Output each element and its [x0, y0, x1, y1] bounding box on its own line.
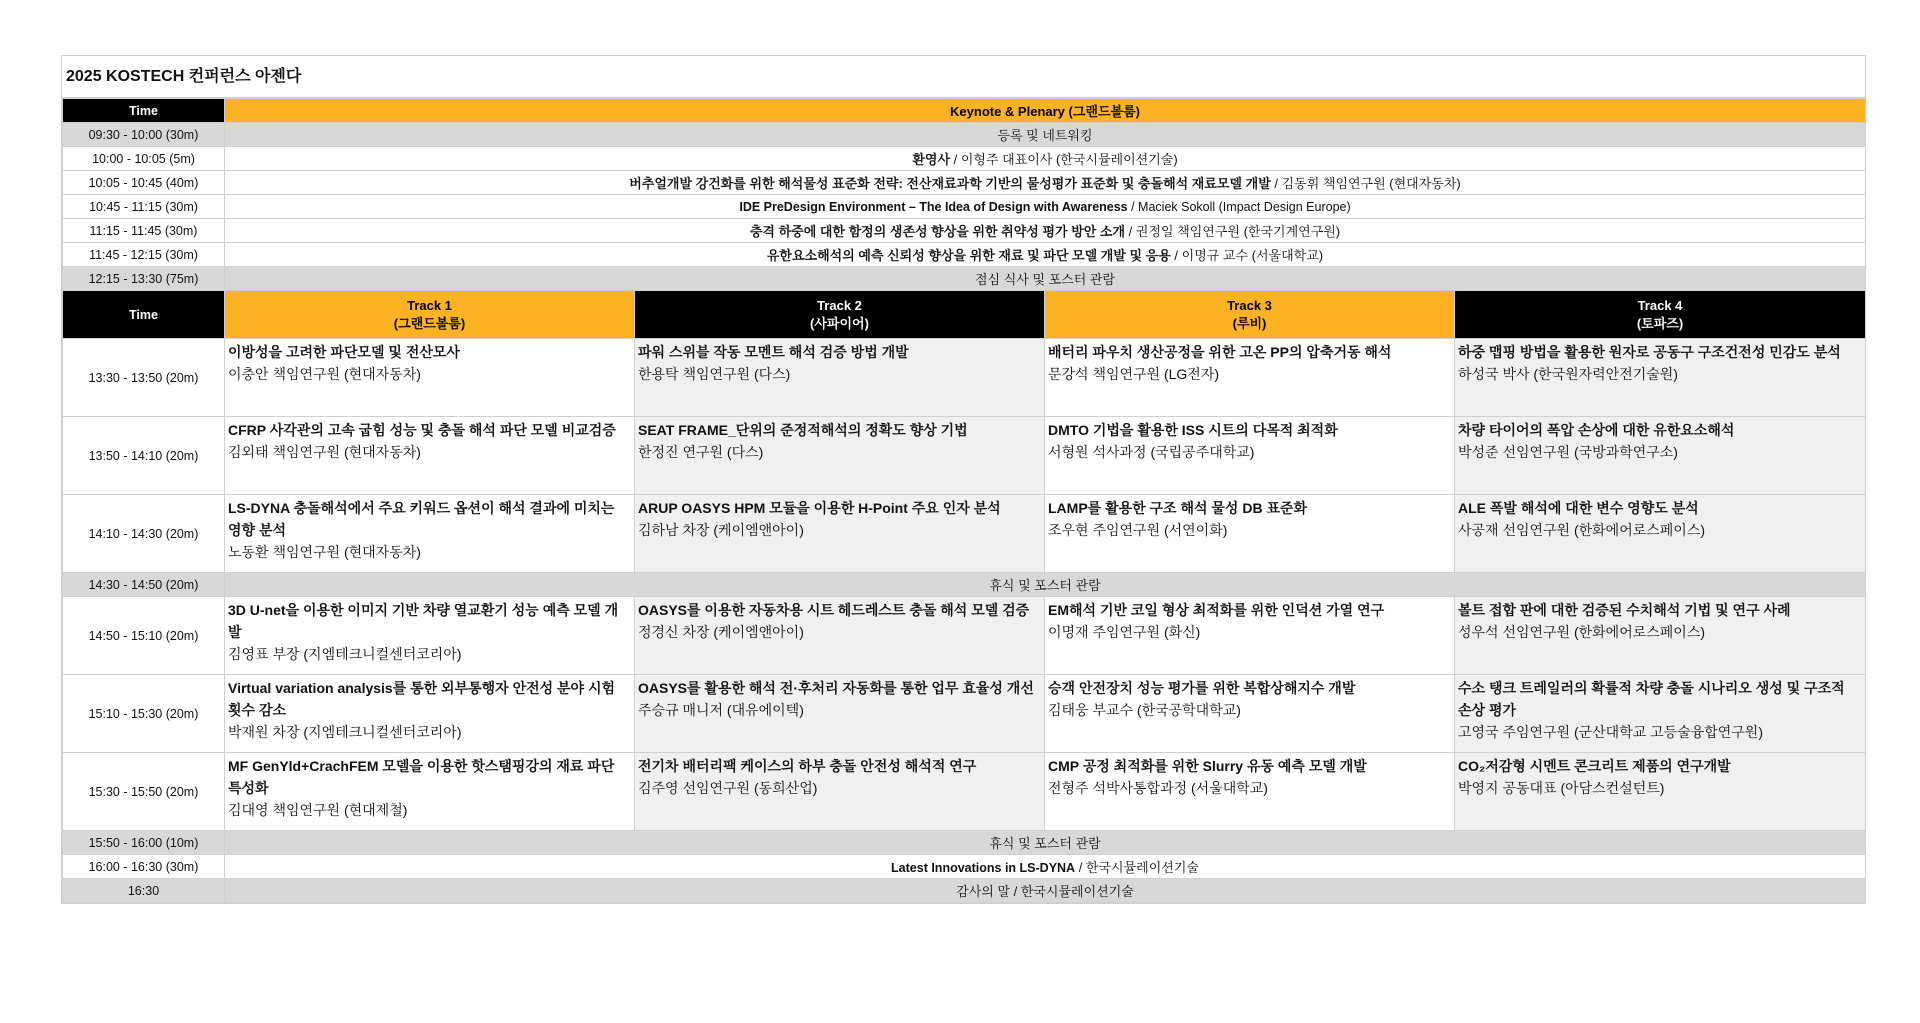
session-title: CO₂저감형 시멘트 콘크리트 제품의 연구개발: [1458, 758, 1731, 774]
time-cell: 16:30: [63, 879, 225, 903]
session-speaker: 한정진 연구원 (다스): [638, 444, 764, 460]
track-name: Track 4: [1637, 297, 1683, 313]
agenda-row: [63, 855, 1866, 879]
agenda-row: [63, 831, 1866, 855]
session-title: Virtual variation analysis를 통한 외부통행자 안전성 분야 시험 횟수 감소: [228, 680, 616, 718]
session-cell: [635, 339, 1045, 417]
session-cell: [1455, 339, 1866, 417]
time-cell: 10:05 - 10:45 (40m): [63, 171, 225, 195]
time-cell: 16:00 - 16:30 (30m): [63, 855, 225, 879]
session-speaker: 서형원 석사과정 (국립공주대학교): [1048, 444, 1255, 460]
time-cell: 11:45 - 12:15 (30m): [63, 243, 225, 267]
session-cell: [225, 219, 1866, 243]
agenda-row: [63, 195, 1866, 219]
session-cell: [225, 195, 1866, 219]
session-speaker: 주승규 매니저 (대유에이텍): [638, 702, 804, 718]
session-cell: [1455, 417, 1866, 495]
session-cell: [225, 495, 635, 573]
session-speaker: 문강석 책임연구원 (LG전자): [1048, 366, 1220, 382]
plenary-header: Keynote & Plenary (그랜드볼룸): [225, 99, 1866, 123]
time-cell: 10:45 - 11:15 (30m): [63, 195, 225, 219]
agenda-table: [62, 98, 1866, 903]
session-cell: [1455, 597, 1866, 675]
time-cell: 15:10 - 15:30 (20m): [63, 675, 225, 753]
session-title: 수소 탱크 트레일러의 확률적 차량 충돌 시나리오 생성 및 구조적 손상 평가: [1458, 680, 1845, 718]
session-title: 환영사: [912, 152, 951, 167]
session-cell: [635, 753, 1045, 831]
session-speaker: 전형주 석박사통합과정 (서울대학교): [1048, 780, 1268, 796]
agenda-sheet: [61, 55, 1866, 904]
session-title: 하중 맵핑 방법을 활용한 원자로 공동구 구조건전성 민감도 분석: [1458, 344, 1841, 360]
session-title: Latest Innovations in LS-DYNA: [891, 861, 1076, 875]
session-cell: [225, 243, 1866, 267]
session-cell: [1045, 675, 1455, 753]
session-speaker: 조우현 주임연구원 (서연이화): [1048, 522, 1228, 538]
session-title: 유한요소해석의 예측 신뢰성 향상을 위한 재료 및 파단 모델 개발 및 응용: [766, 248, 1171, 263]
agenda-row: [63, 243, 1866, 267]
session-speaker: 정경신 차장 (케이엠앤아이): [638, 624, 804, 640]
session-title: 승객 안전장치 성능 평가를 위한 복합상해지수 개발: [1048, 680, 1356, 696]
time-cell: 10:00 - 10:05 (5m): [63, 147, 225, 171]
session-text: 휴식 및 포스터 관람: [225, 573, 1866, 597]
session-speaker: 이명재 주임연구원 (화신): [1048, 624, 1201, 640]
session-title: OASYS를 이용한 자동차용 시트 헤드레스트 충돌 해석 모델 검증: [638, 602, 1030, 618]
session-cell: [225, 147, 1866, 171]
session-cell: [1455, 675, 1866, 753]
agenda-row: [63, 573, 1866, 597]
time-cell: 12:15 - 13:30 (75m): [63, 267, 225, 291]
session-text: 점심 식사 및 포스터 관람: [225, 267, 1866, 291]
session-speaker: 김영표 부장 (지엠테크니컬센터코리아): [228, 646, 462, 662]
session-title: EM해석 기반 코일 형상 최적화를 위한 인덕션 가열 연구: [1048, 602, 1385, 618]
session-speaker: 한용탁 책임연구원 (다스): [638, 366, 791, 382]
track-header-row: [63, 291, 1866, 339]
session-title: 볼트 접합 판에 대한 검증된 수치해석 기법 및 연구 사례: [1458, 602, 1791, 618]
session-text: 등록 및 네트워킹: [225, 123, 1866, 147]
session-title: ARUP OASYS HPM 모듈을 이용한 H-Point 주요 인자 분석: [638, 500, 1001, 516]
session-speaker: 김태웅 부교수 (한국공학대학교): [1048, 702, 1241, 718]
session-speaker: 박영지 공동대표 (아담스컨설턴트): [1458, 780, 1665, 796]
session-title: CFRP 사각관의 고속 굽힘 성능 및 충돌 해석 파단 모델 비교검증: [228, 422, 616, 438]
session-cell: [1455, 753, 1866, 831]
track-name: Track 3: [1227, 297, 1272, 313]
table-row: [63, 753, 1866, 831]
session-speaker: / 이명규 교수 (서울대학교): [1170, 248, 1324, 263]
agenda-row: [63, 879, 1866, 903]
session-text: 휴식 및 포스터 관람: [225, 831, 1866, 855]
session-cell: [225, 597, 635, 675]
session-title: OASYS를 활용한 해석 전·후처리 자동화를 통한 업무 효율성 개선: [638, 680, 1034, 696]
session-speaker: 노동환 책임연구원 (현대자동차): [228, 544, 421, 560]
agenda-row: [63, 267, 1866, 291]
session-title: 배터리 파우치 생산공정을 위한 고온 PP의 압축거동 해석: [1048, 344, 1392, 360]
session-cell: [1455, 495, 1866, 573]
track-name: Track 2: [817, 297, 862, 313]
session-cell: [1045, 417, 1455, 495]
table-row: [63, 597, 1866, 675]
track-room: (루비): [1232, 315, 1267, 331]
session-title: 버추얼개발 강건화를 위한 해석물성 표준화 전략: 전산재료과학 기반의 물성평가 표준화 및 충돌해석 재료모델 개발: [629, 176, 1271, 191]
session-title: 파워 스위블 작동 모멘트 해석 검증 방법 개발: [638, 344, 909, 360]
session-speaker: 이충안 책임연구원 (현대자동차): [228, 366, 421, 382]
session-speaker: 김하남 차장 (케이엠앤아이): [638, 522, 804, 538]
session-speaker: 박성준 선임연구원 (국방과학연구소): [1458, 444, 1678, 460]
page-title: 2025 KOSTECH 컨퍼런스 아젠다: [62, 56, 1865, 98]
session-speaker: 김외태 책임연구원 (현대자동차): [228, 444, 421, 460]
session-speaker: / 김동휘 책임연구원 (현대자동차): [1270, 176, 1461, 191]
time-cell: 13:50 - 14:10 (20m): [63, 417, 225, 495]
session-speaker: 김대영 책임연구원 (현대제철): [228, 802, 408, 818]
session-speaker: 성우석 선임연구원 (한화에어로스페이스): [1458, 624, 1706, 640]
session-title: CMP 공정 최적화를 위한 Slurry 유동 예측 모델 개발: [1048, 758, 1367, 774]
time-cell: 15:30 - 15:50 (20m): [63, 753, 225, 831]
session-speaker: / Maciek Sokoll (Impact Design Europe): [1127, 199, 1351, 214]
table-row: [63, 417, 1866, 495]
session-title: LS-DYNA 충돌해석에서 주요 키워드 옵션이 해석 결과에 미치는 영향 분석: [228, 500, 615, 538]
table-row: [63, 675, 1866, 753]
time-cell: 15:50 - 16:00 (10m): [63, 831, 225, 855]
session-cell: [635, 495, 1045, 573]
time-cell: 14:50 - 15:10 (20m): [63, 597, 225, 675]
track-header: [1045, 291, 1455, 339]
session-speaker: / 한국시뮬레이션기술: [1075, 860, 1199, 875]
time-header: Time: [63, 291, 225, 339]
session-title: 충격 하중에 대한 함정의 생존성 향상을 위한 취약성 평가 방안 소개: [749, 224, 1126, 239]
session-cell: [635, 675, 1045, 753]
session-speaker: / 이형주 대표이사 (한국시뮬레이션기술): [950, 152, 1178, 167]
track-name: Track 1: [407, 297, 452, 313]
session-title: 차량 타이어의 폭압 손상에 대한 유한요소해석: [1458, 422, 1735, 438]
session-cell: [225, 339, 635, 417]
table-row: [63, 339, 1866, 417]
time-cell: 09:30 - 10:00 (30m): [63, 123, 225, 147]
session-text: 감사의 말 / 한국시뮬레이션기술: [225, 879, 1866, 903]
session-speaker: 김주영 선임연구원 (동희산업): [638, 780, 818, 796]
session-cell: [1045, 753, 1455, 831]
session-title: SEAT FRAME_단위의 준정적해석의 정확도 향상 기법: [638, 422, 968, 438]
track-header: [1455, 291, 1866, 339]
session-speaker: 박재원 차장 (지엠테크니컬센터코리아): [228, 724, 462, 740]
session-speaker: 사공재 선임연구원 (한화에어로스페이스): [1458, 522, 1706, 538]
session-title: 이방성을 고려한 파단모델 및 전산모사: [228, 344, 460, 360]
session-cell: [225, 417, 635, 495]
session-cell: [635, 417, 1045, 495]
time-cell: 13:30 - 13:50 (20m): [63, 339, 225, 417]
session-cell: [635, 597, 1045, 675]
session-speaker: 고영국 주임연구원 (군산대학교 고등술융합연구원): [1458, 724, 1763, 740]
agenda-row: [63, 171, 1866, 195]
track-room: (그랜드볼룸): [393, 315, 466, 331]
track-header: [635, 291, 1045, 339]
agenda-row: [63, 219, 1866, 243]
time-cell: 14:30 - 14:50 (20m): [63, 573, 225, 597]
session-speaker: / 권정일 책임연구원 (한국기계연구원): [1125, 224, 1341, 239]
session-title: LAMP를 활용한 구조 해석 물성 DB 표준화: [1048, 500, 1308, 516]
session-title: ALE 폭발 해석에 대한 변수 영향도 분석: [1458, 500, 1699, 516]
time-cell: 14:10 - 14:30 (20m): [63, 495, 225, 573]
session-title: DMTO 기법을 활용한 ISS 시트의 다목적 최적화: [1048, 422, 1338, 438]
time-cell: 11:15 - 11:45 (30m): [63, 219, 225, 243]
time-header: Time: [63, 99, 225, 123]
session-cell: [225, 171, 1866, 195]
track-room: (사파이어): [810, 315, 869, 331]
session-title: 3D U-net을 이용한 이미지 기반 차량 열교환기 성능 예측 모델 개발: [228, 602, 619, 640]
session-cell: [225, 855, 1866, 879]
session-title: 전기차 배터리팩 케이스의 하부 충돌 안전성 해석적 연구: [638, 758, 977, 774]
session-cell: [1045, 339, 1455, 417]
session-cell: [225, 675, 635, 753]
session-speaker: 하성국 박사 (한국원자력안전기술원): [1458, 366, 1678, 382]
session-title: IDE PreDesign Environment – The Idea of Design with Awareness: [739, 199, 1128, 214]
session-cell: [1045, 597, 1455, 675]
track-room: (토파즈): [1636, 315, 1684, 331]
session-cell: [225, 753, 635, 831]
plenary-header-row: [63, 99, 1866, 123]
agenda-row: [63, 123, 1866, 147]
session-cell: [1045, 495, 1455, 573]
table-row: [63, 495, 1866, 573]
session-title: MF GenYld+CrachFEM 모델을 이용한 핫스탬핑강의 재료 파단 특성화: [228, 758, 615, 796]
agenda-row: [63, 147, 1866, 171]
track-header: [225, 291, 635, 339]
